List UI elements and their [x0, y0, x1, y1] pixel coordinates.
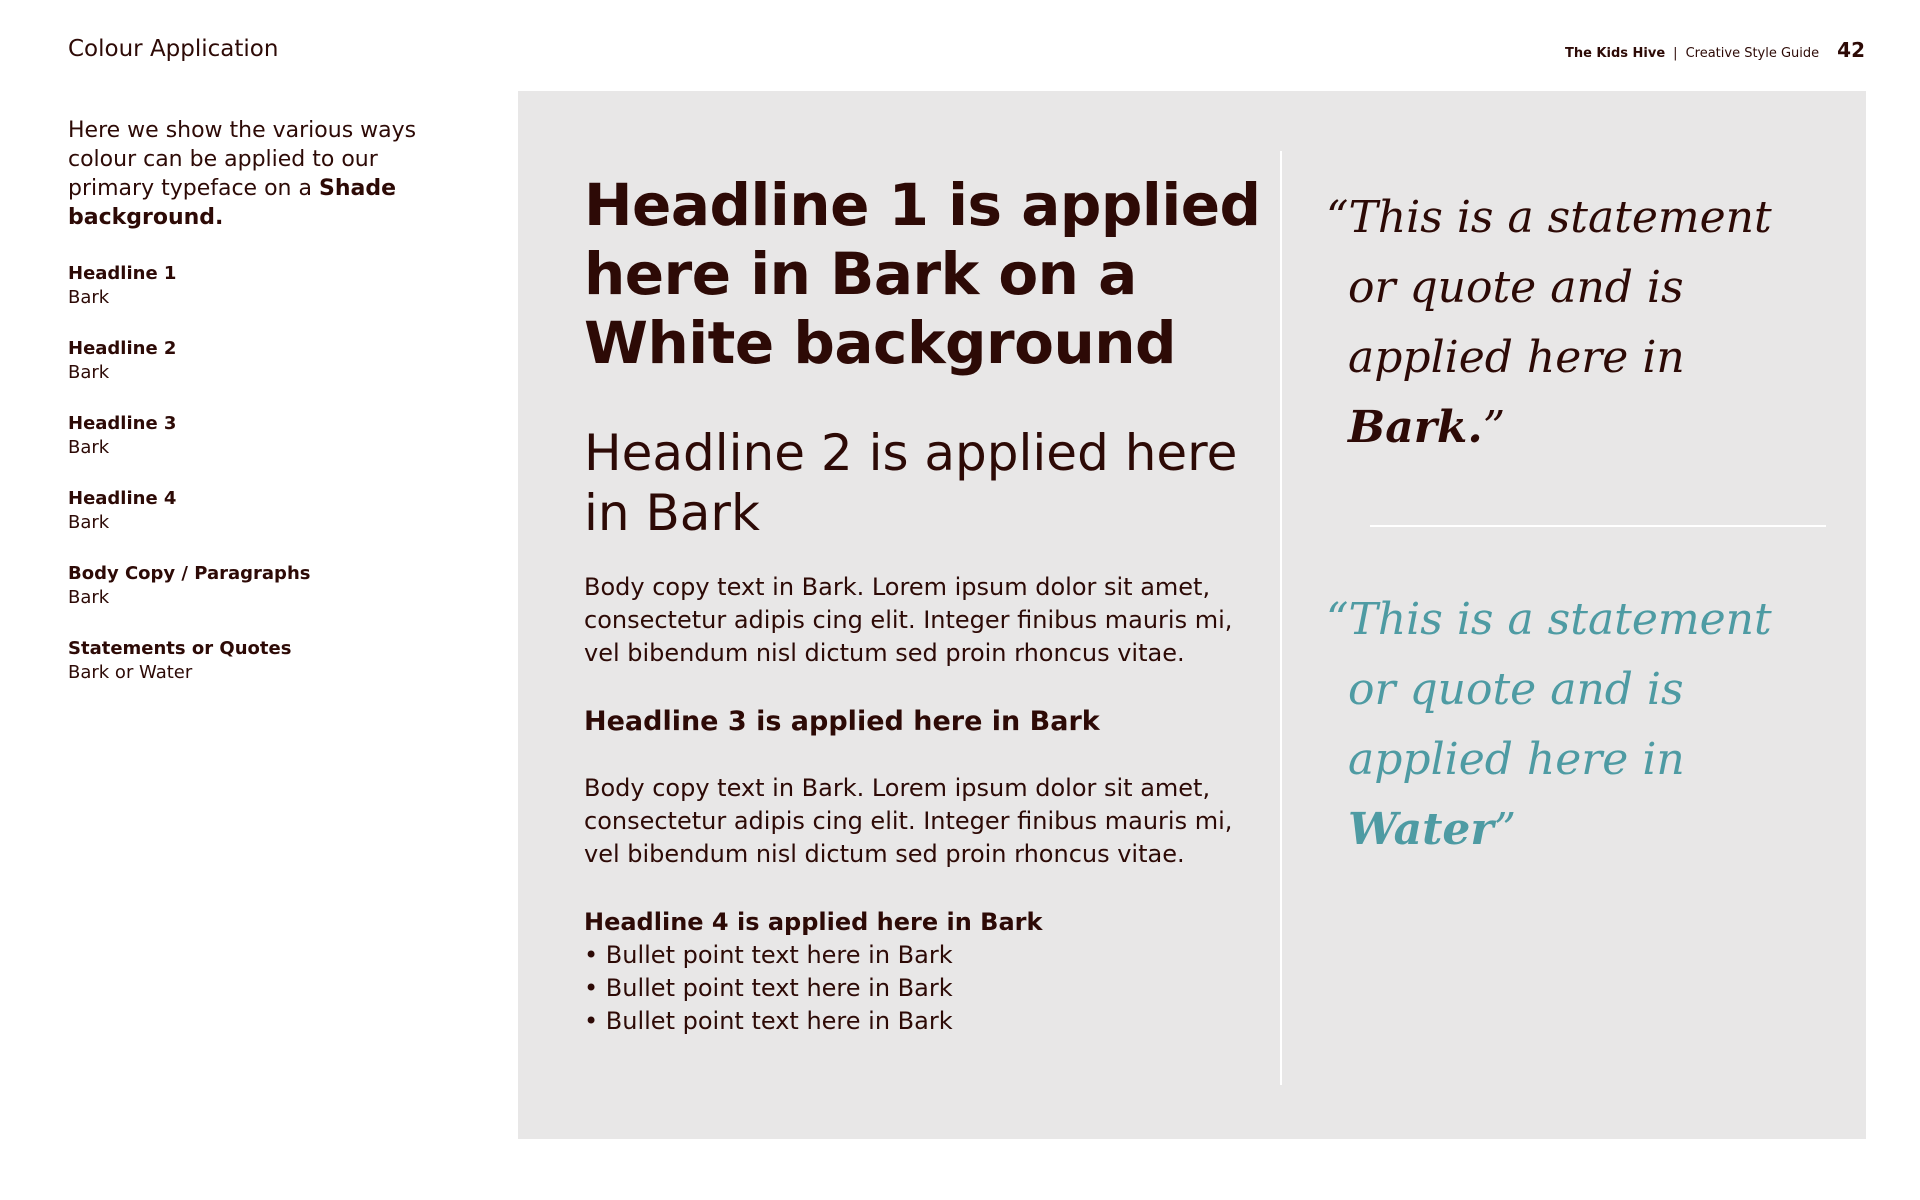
bullet-item: • Bullet point text here in Bark	[584, 1005, 1264, 1038]
quote-emphasis: Water	[1348, 804, 1494, 855]
headline-2-sample: Headline 2 is applied here in Bark	[584, 424, 1238, 542]
spec-label: Headline 1	[68, 263, 177, 284]
quote-close: ”	[1482, 402, 1506, 453]
bullet-item: • Bullet point text here in Bark	[584, 972, 1264, 1005]
spec-headline-1	[68, 262, 448, 310]
bullet-list	[584, 939, 1264, 1038]
headline-4-sample: Headline 4 is applied here in Bark	[584, 908, 1043, 936]
intro-text: Here we show the various ways colour can be applied to our primary typeface on a	[68, 118, 417, 201]
shade-panel	[518, 91, 1866, 1139]
column-divider	[1280, 151, 1282, 1085]
spec-value: Bark or Water	[68, 662, 193, 683]
spec-body-copy	[68, 562, 448, 610]
headline-1-sample: Headline 1 is applied here in Bark on a White background	[584, 171, 1261, 377]
guide-title: Creative Style Guide	[1685, 46, 1820, 61]
spec-label: Statements or Quotes	[68, 638, 292, 659]
spec-label: Headline 2	[68, 338, 177, 359]
body-copy-sample: Body copy text in Bark. Lorem ipsum dolor sit amet, consectetur adipis cing elit. Integer finibus mauris mi, vel bibendum nisl dictum sed proin rhoncus vitae.	[584, 774, 1233, 868]
quote-bark	[1326, 183, 1826, 463]
quote-emphasis: Bark.	[1348, 402, 1483, 453]
quote-water	[1326, 585, 1826, 865]
intro-paragraph	[68, 116, 438, 232]
running-header	[1565, 38, 1865, 62]
quote-samples	[1326, 183, 1826, 865]
spec-headline-3	[68, 412, 448, 460]
spec-value: Bark	[68, 362, 110, 383]
quote-close: ”	[1493, 804, 1517, 855]
spec-quotes	[68, 637, 448, 685]
headline-3-sample: Headline 3 is applied here in Bark	[584, 706, 1100, 737]
quote-text: “This is a statement or quote and is applied here in	[1326, 594, 1772, 785]
brand-name: The Kids Hive	[1564, 46, 1666, 61]
quote-divider	[1370, 525, 1826, 527]
type-samples	[584, 171, 1264, 1038]
spec-value: Bark	[68, 437, 110, 458]
intro-bold: Shade background.	[68, 176, 396, 230]
spec-value: Bark	[68, 287, 110, 308]
spec-value: Bark	[68, 512, 110, 533]
spec-label: Body Copy / Paragraphs	[68, 563, 311, 584]
page-number: 42	[1837, 38, 1865, 62]
spec-value: Bark	[68, 587, 110, 608]
spec-label: Headline 4	[68, 488, 177, 509]
spec-label: Headline 3	[68, 413, 177, 434]
body-copy-sample: Body copy text in Bark. Lorem ipsum dolor sit amet, consectetur adipis cing elit. Integer finibus mauris mi, vel bibendum nisl dictum sed proin rhoncus vitae.	[584, 573, 1233, 667]
quote-text: “This is a statement or quote and is applied here in	[1326, 192, 1772, 383]
spec-headline-4	[68, 487, 448, 535]
header-separator: |	[1673, 46, 1678, 61]
spec-headline-2	[68, 337, 448, 385]
sidebar	[68, 116, 448, 712]
bullet-item: • Bullet point text here in Bark	[584, 939, 1264, 972]
page-title: Colour Application	[68, 36, 279, 62]
